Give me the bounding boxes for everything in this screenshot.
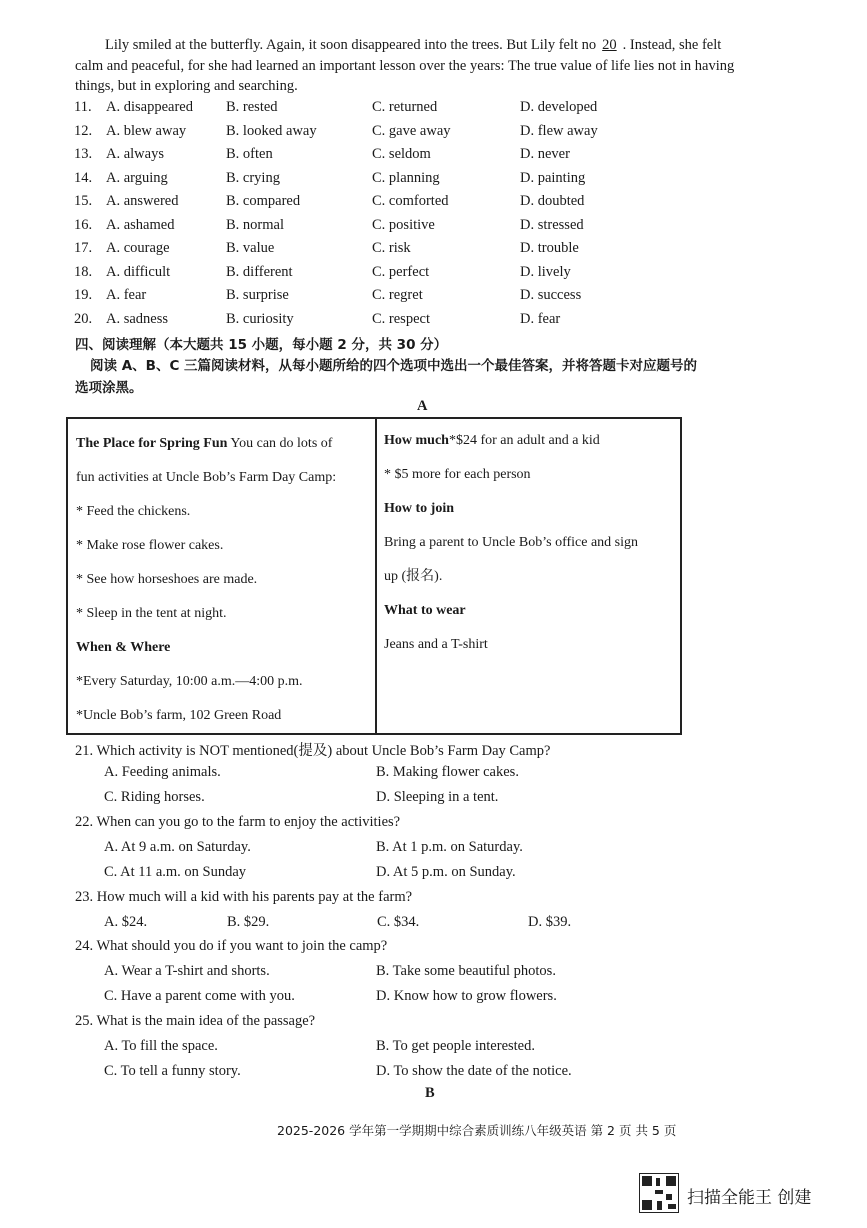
option-d: D. At 5 p.m. on Sunday. (376, 864, 516, 880)
section-instruction: 阅读 A、B、C 三篇阅读材料，从每小题所给的四个选项中选出一个最佳答案，并将答题卡对应题号的 (90, 358, 698, 374)
option-c: C. gave away (372, 122, 451, 139)
notice-left-column (76, 427, 336, 733)
question-number: 15. (74, 193, 93, 209)
question-stem: 21. Which activity is NOT mentioned(提及) about Uncle Bob’s Farm Day Camp? (75, 743, 551, 759)
scanner-watermark: 扫描全能王 创建 (687, 1188, 812, 1208)
option-d: D. To show the date of the notice. (376, 1063, 572, 1079)
section-heading: 四、阅读理解（本大题共 15 小题，每小题 2 分，共 30 分） (75, 337, 448, 353)
question-number: 13. (74, 146, 93, 162)
extra-price-text: * $5 more for each person (384, 467, 531, 482)
option-a: A. disappeared (106, 99, 193, 115)
notice-title: The Place for Spring Fun (76, 436, 228, 451)
option-c: C. risk (372, 240, 411, 256)
option-a: A. Feeding animals. (104, 764, 221, 780)
option-d: D. developed (520, 99, 598, 115)
option-b: B. crying (226, 169, 280, 186)
option-d: D. lively (520, 263, 571, 280)
join-text: up (报名). (384, 569, 443, 584)
option-a: A. To fill the space. (104, 1038, 218, 1054)
activity-item: * Sleep in the tent at night. (76, 606, 227, 621)
join-text: Bring a parent to Uncle Bob’s office and sign (384, 535, 639, 550)
option-d: D. success (520, 287, 582, 303)
option-b: B. rested (226, 99, 278, 115)
notice-text: fun activities at Uncle Bob’s Farm Day Camp: (76, 470, 337, 485)
option-c: C. respect (372, 310, 430, 327)
passage-ending (75, 35, 765, 97)
page-footer: 2025-2026 学年第一学期期中综合素质训练八年级英语 第 2 页 共 5 页 (277, 1123, 677, 1138)
option-b: B. value (226, 240, 275, 256)
option-d: D. $39. (528, 914, 572, 930)
option-d: D. fear (520, 310, 561, 327)
option-a: A. fear (106, 287, 147, 303)
passage-text: things, but in exploring and searching. (75, 78, 298, 94)
section-instruction: 选项涂黑。 (75, 380, 143, 396)
option-d: D. doubted (520, 193, 585, 209)
question-stem: 23. How much will a kid with his parents pay at the farm? (75, 889, 413, 905)
how-much-heading: How much (384, 433, 449, 448)
option-a: A. always (106, 146, 164, 162)
option-a: A. courage (106, 240, 170, 256)
option-c: C. To tell a funny story. (104, 1063, 241, 1079)
option-a: A. Wear a T-shirt and shorts. (104, 963, 270, 979)
passage-label-a: A (417, 398, 428, 414)
option-c: C. planning (372, 169, 440, 186)
option-b: B. normal (226, 216, 284, 233)
what-to-wear-heading: What to wear (384, 603, 466, 618)
wear-text: Jeans and a T-shirt (384, 637, 488, 652)
qr-code-icon (639, 1173, 679, 1213)
option-d: D. Know how to grow flowers. (376, 988, 557, 1004)
option-c: C. Have a parent come with you. (104, 988, 295, 1004)
question-number: 19. (74, 287, 93, 303)
option-a: A. arguing (106, 169, 168, 186)
when-where-heading: When & Where (76, 640, 171, 655)
option-a: A. blew away (106, 122, 187, 139)
option-a: A. ashamed (106, 216, 175, 233)
option-b: B. different (226, 263, 293, 280)
passage-label-b: B (425, 1085, 435, 1101)
question-stem: 22. When can you go to the farm to enjoy the activities? (75, 814, 401, 830)
box-divider (375, 419, 377, 733)
question-stem: 25. What is the main idea of the passage? (75, 1013, 316, 1029)
option-c: C. comforted (372, 193, 449, 209)
activity-item: * Feed the chickens. (76, 504, 191, 519)
option-c: C. $34. (377, 914, 420, 930)
option-c: C. regret (372, 287, 423, 303)
option-d: D. stressed (520, 216, 584, 233)
option-a: A. $24. (104, 914, 148, 930)
option-c: C. At 11 a.m. on Sunday (104, 864, 247, 880)
camp-place: *Uncle Bob’s farm, 102 Green Road (76, 708, 282, 723)
option-d: D. never (520, 146, 570, 162)
option-d: D. painting (520, 169, 586, 186)
question-number: 11. (74, 99, 92, 115)
question-number: 12. (74, 122, 93, 139)
question-number: 18. (74, 263, 93, 280)
option-b: B. Take some beautiful photos. (376, 963, 556, 979)
option-b: B. surprise (226, 287, 289, 303)
question-number: 14. (74, 169, 93, 186)
option-a: A. difficult (106, 263, 171, 280)
camp-time: *Every Saturday, 10:00 a.m.—4:00 p.m. (76, 674, 303, 689)
option-b: B. Making flower cakes. (376, 764, 519, 780)
option-b: B. compared (226, 193, 301, 209)
option-c: C. perfect (372, 263, 430, 280)
option-b: B. To get people interested. (376, 1038, 535, 1054)
option-b: B. looked away (226, 122, 317, 139)
option-c: C. returned (372, 99, 438, 115)
option-c: C. seldom (372, 146, 431, 162)
how-to-join-heading: How to join (384, 501, 454, 516)
option-d: D. Sleeping in a tent. (376, 789, 499, 805)
option-a: A. At 9 a.m. on Saturday. (104, 839, 251, 855)
price-text: *$24 for an adult and a kid (448, 433, 600, 448)
option-b: B. $29. (227, 914, 270, 930)
notice-box (66, 417, 682, 735)
notice-right-column (384, 424, 638, 662)
question-number: 20. (74, 310, 93, 327)
option-a: A. answered (106, 193, 179, 209)
option-b: B. At 1 p.m. on Saturday. (376, 839, 523, 855)
blank-20: 20 (602, 37, 617, 53)
passage-text: . Instead, she felt (622, 37, 722, 53)
option-a: A. sadness (106, 310, 169, 327)
question-stem: 24. What should you do if you want to join the camp? (75, 938, 388, 954)
passage-text: calm and peaceful, for she had learned an important lesson over the years: The true value of life lies not in having (75, 57, 735, 74)
activity-item: * Make rose flower cakes. (76, 538, 224, 553)
option-d: D. trouble (520, 240, 579, 256)
option-d: D. flew away (520, 122, 598, 139)
option-c: C. positive (372, 216, 435, 233)
question-number: 16. (74, 216, 93, 233)
option-c: C. Riding horses. (104, 789, 205, 805)
option-b: B. often (226, 146, 273, 162)
notice-text: You can do lots of (227, 436, 333, 451)
question-number: 17. (74, 240, 93, 256)
activity-item: * See how horseshoes are made. (76, 572, 258, 587)
option-b: B. curiosity (226, 310, 294, 327)
passage-text: Lily smiled at the butterfly. Again, it soon disappeared into the trees. But Lily felt no (105, 37, 597, 53)
